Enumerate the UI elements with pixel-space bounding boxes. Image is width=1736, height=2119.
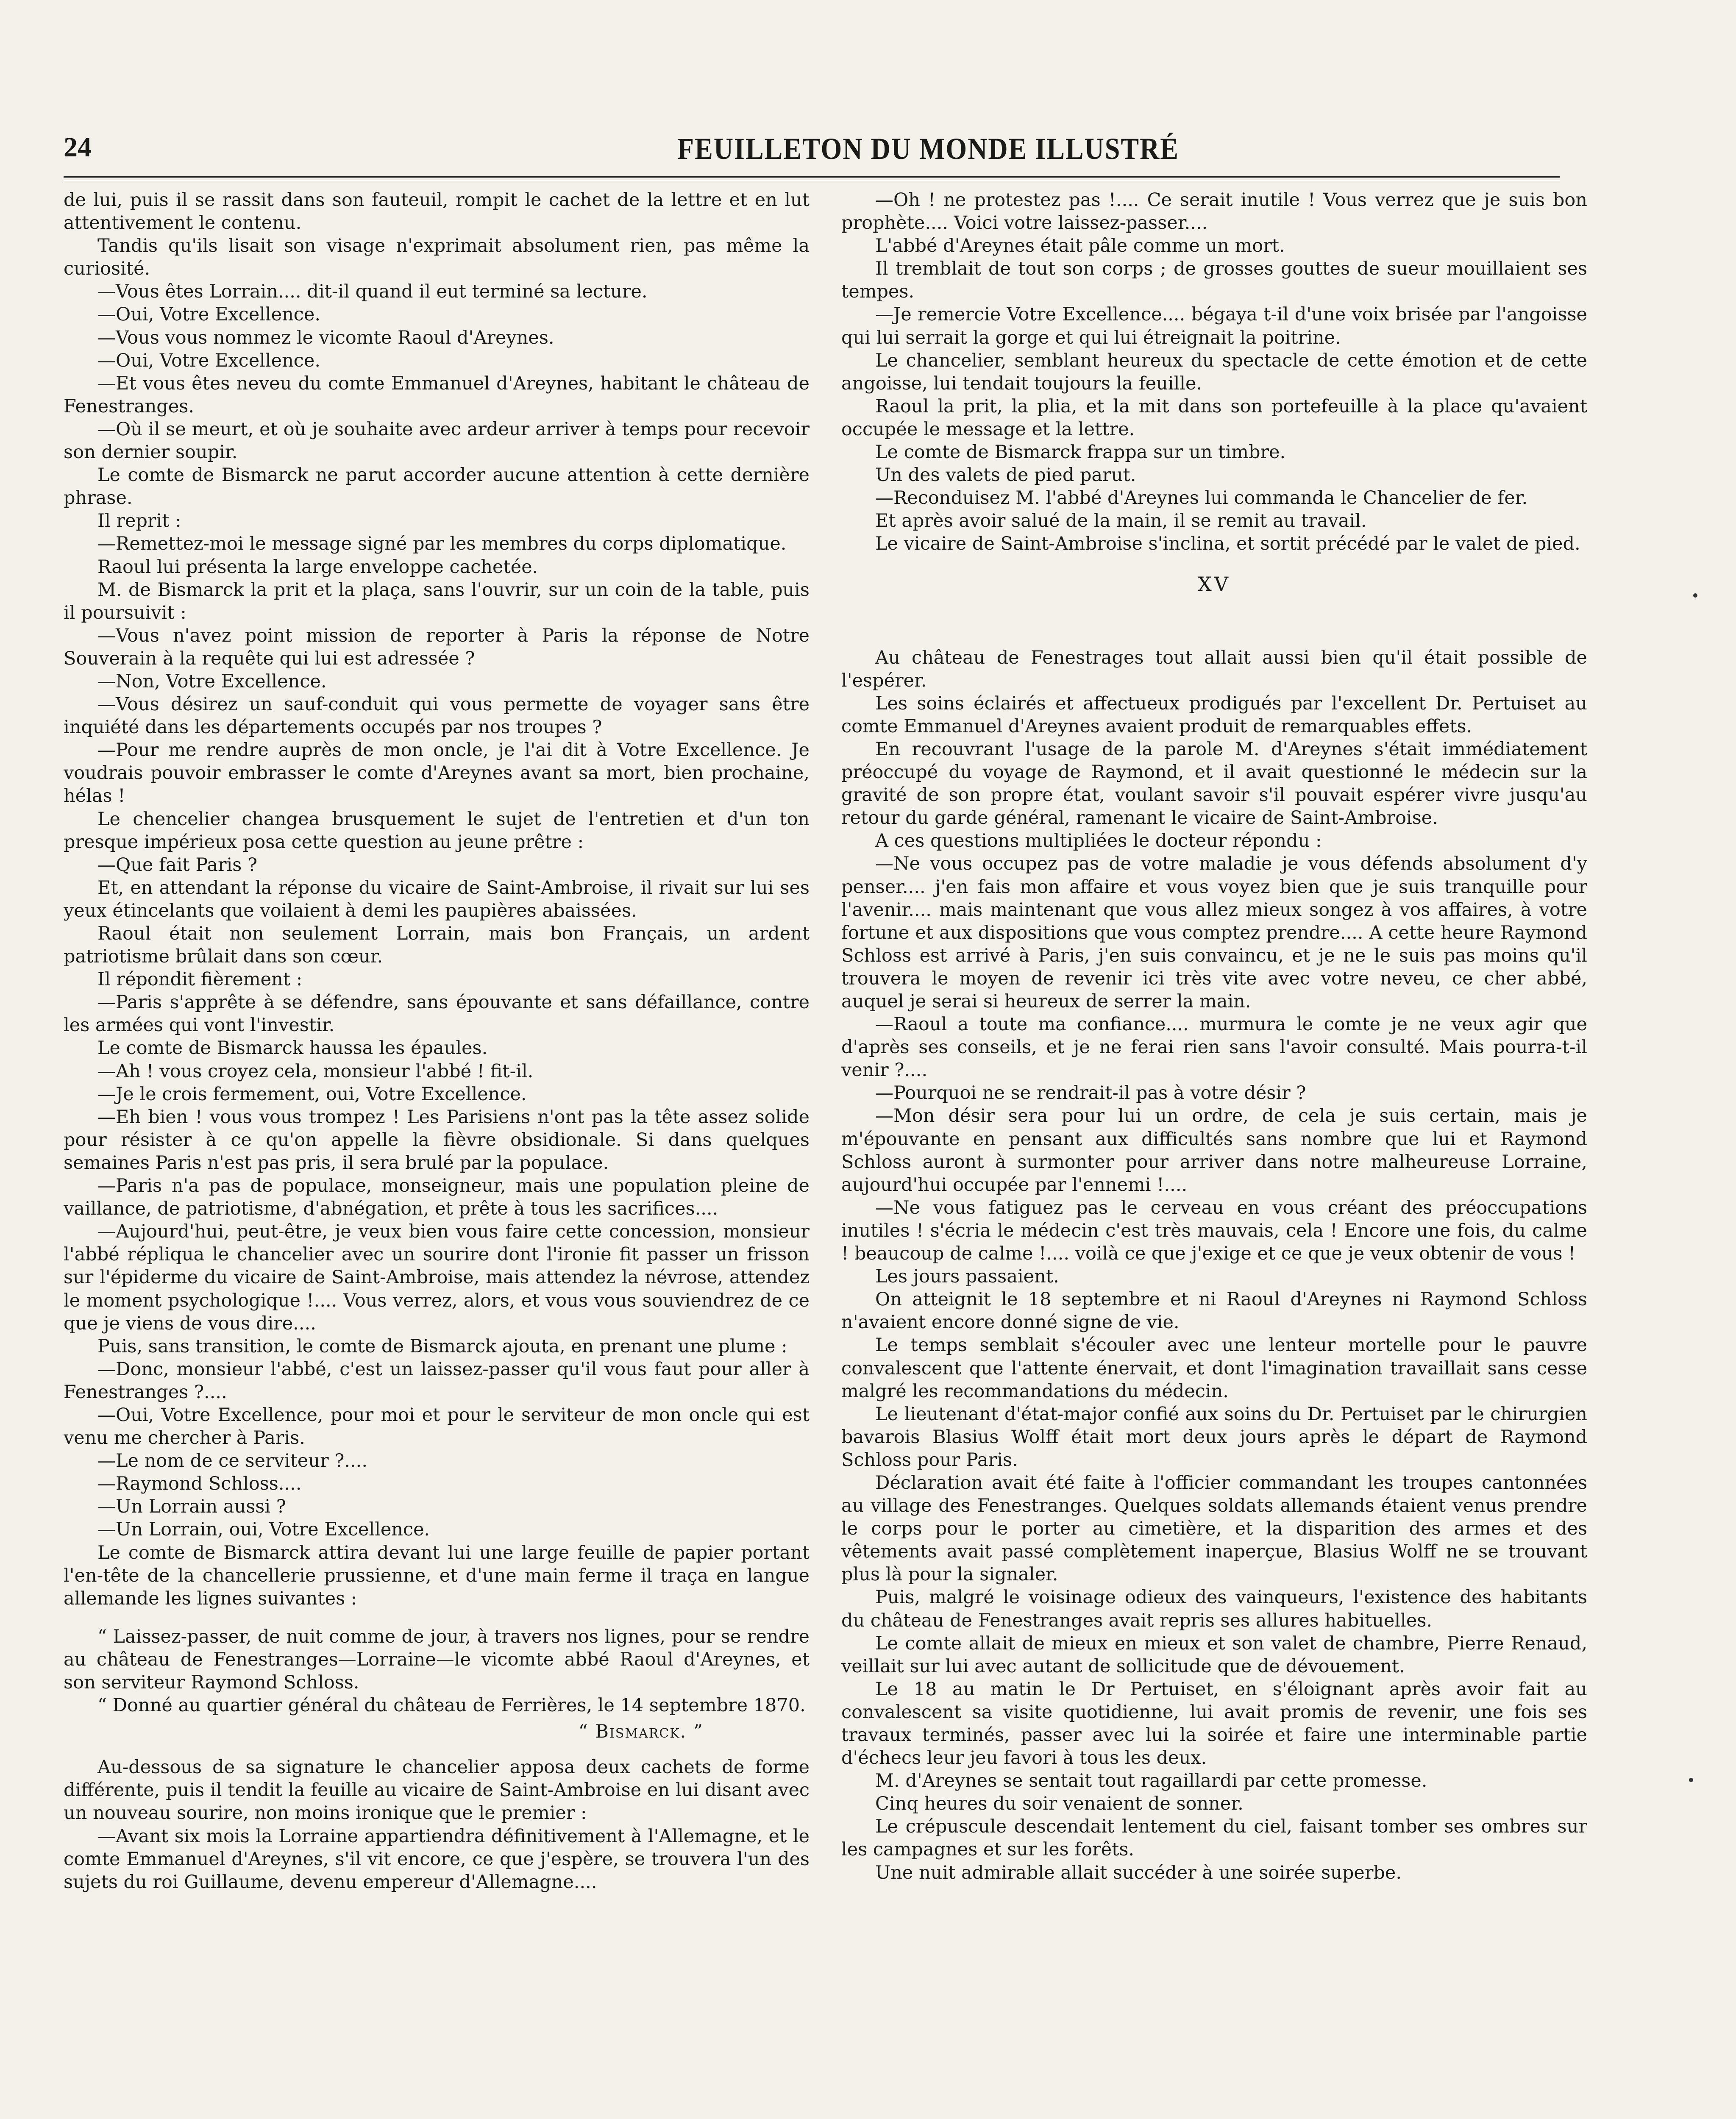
paragraph: —Raoul a toute ma confiance.... murmura le comte je ne veux agir que d'après ses conseils, et je ne ferai rien sans l'avoir consulté. Mais pourra-t-il venir ?.... xyxy=(841,1014,1587,1081)
paragraph: —Ne vous occupez pas de votre maladie je vous défends absolument d'y penser.... j'en fais mon affaire et vous voyez bien que je suis tranquille pour l'avenir.... mais maintenant que vous allez mieux songez à vos affaires, à votre fortune et aux dispositions que vous comptez prendre.... A cette heure Raymond Schloss est arrivé à Paris, j'en suis convaincu, et je ne le suis pas moins qu'il trouvera le moyen de revenir ici très vite avec votre neveu, ce cher abbé, auquel je serai si heureux de serrer la main. xyxy=(841,853,1587,1012)
ink-speck xyxy=(1693,593,1697,598)
paragraph: —Pour me rendre auprès de mon oncle, je l'ai dit à Votre Excellence. Je voudrais pouvoir embrasser le comte d'Areynes avant sa mort, bien prochaine, hélas ! xyxy=(64,740,810,807)
paragraph: Le vicaire de Saint-Ambroise s'inclina, et sortit précédé par le valet de pied. xyxy=(875,533,1580,555)
paragraph: —Je remercie Votre Excellence.... bégaya t-il d'une voix brisée par l'angoisse qui lui serrait la gorge et qui lui étreignait la poitrine. xyxy=(841,304,1587,348)
paragraph: —Vous êtes Lorrain.... dit-il quand il eut terminé sa lecture. xyxy=(97,281,648,303)
paragraph: —Eh bien ! vous vous trompez ! Les Parisiens n'ont pas la tête assez solide pour résister à ce qu'on appelle la fièvre obsidionale. Si dans quelques semaines Paris n'est pas pris, il sera brulé par la populace. xyxy=(64,1106,810,1174)
paragraph: Le comte de Bismarck attira devant lui une large feuille de papier portant l'en-tête de la chancellerie prussienne, et d'une main ferme il traça en langue allemande les lignes suivantes : xyxy=(64,1542,810,1609)
paragraph: Il tremblait de tout son corps ; de grosses gouttes de sueur mouillaient ses tempes. xyxy=(841,258,1587,303)
paragraph: Une nuit admirable allait succéder à une soirée superbe. xyxy=(875,1862,1402,1883)
paragraph: —Donc, monsieur l'abbé, c'est un laissez-passer qu'il vous faut pour aller à Fenestranges ?.... xyxy=(64,1358,810,1403)
paragraph: —Pourquoi ne se rendrait-il pas à votre désir ? xyxy=(875,1082,1306,1104)
paragraph: Le comte allait de mieux en mieux et son valet de chambre, Pierre Renaud, veillait sur lui avec autant de sollicitude que de dévouement. xyxy=(841,1632,1587,1677)
paragraph: —Je le crois fermement, oui, Votre Excellence. xyxy=(97,1083,527,1105)
paragraph: En recouvrant l'usage de la parole M. d'Areynes s'était immédiatement préoccupé du voyage de Raymond, et il avait questionné le médecin sur la gravité de son propre état, voulant savoir s'il pouvait espérer vivre jusqu'au retour du garde général, ramenant le vicaire de Saint-Ambroise. xyxy=(841,738,1587,829)
paragraph: —Vous vous nommez le vicomte Raoul d'Areynes. xyxy=(97,327,554,348)
ink-speck xyxy=(1689,1778,1693,1782)
right-column xyxy=(841,189,1587,2119)
paragraph: Et, en attendant la réponse du vicaire de Saint-Ambroise, il rivait sur lui ses yeux étincelants que voilaient à demi les paupières abaissées. xyxy=(64,877,810,921)
paragraph: —Avant six mois la Lorraine appartiendra définitivement à l'Allemagne, et le comte Emmanuel d'Areynes, s'il vit encore, ce que j'espère, se trouvera l'un des sujets du roi Guillaume, devenu empereur d'Allemagne.... xyxy=(64,1825,810,1893)
paragraph: Au château de Fenestrages tout allait aussi bien qu'il était possible de l'espérer. xyxy=(841,647,1587,691)
paragraph: Déclaration avait été faite à l'officier commandant les troupes cantonnées au village des Fenestranges. Quelques soldats allemands étaient venus prendre le corps pour le porter au cimetière, et la disparition des armes et des vêtements avait passé complètement inaperçue, Blasius Wolff ne se trouvant plus là pour la signaler. xyxy=(841,1472,1587,1585)
paragraph: —Oh ! ne protestez pas !.... Ce serait inutile ! Vous verrez que je suis bon prophète.... Voici votre laissez-passer.... xyxy=(841,189,1587,234)
paragraph: Le temps semblait s'écouler avec une lenteur mortelle pour le pauvre convalescent que l'attente énervait, et dont l'imagination travaillait sans cesse malgré les recommandations du médecin. xyxy=(841,1335,1587,1402)
paragraph: Il répondit fièrement : xyxy=(97,969,303,990)
paragraph: —Paris n'a pas de populace, monseigneur, mais une population pleine de vaillance, de patriotisme, d'abnégation, et prête à tous les sacrifices.... xyxy=(64,1175,810,1220)
paragraph: A ces questions multipliées le docteur répondu : xyxy=(875,830,1322,852)
paragraph: L'abbé d'Areynes était pâle comme un mort. xyxy=(875,235,1285,257)
paragraph: On atteignit le 18 septembre et ni Raoul d'Areynes ni Raymond Schloss n'avaient encore donné signe de vie. xyxy=(841,1289,1587,1333)
paragraph: Il reprit : xyxy=(97,510,181,532)
paragraph: —Raymond Schloss.... xyxy=(97,1473,302,1495)
paragraph: —Un Lorrain aussi ? xyxy=(97,1496,286,1518)
paragraph: Raoul était non seulement Lorrain, mais bon Français, un ardent patriotisme brûlait dans son cœur. xyxy=(64,923,810,968)
paragraph: —Que fait Paris ? xyxy=(97,854,258,876)
page-number: 24 xyxy=(64,132,92,163)
paragraph: Raoul la prit, la plia, et la mit dans son portefeuille à la place qu'avaient occupée le message et la lettre. xyxy=(841,395,1587,440)
signature: “ Bismarck. ” xyxy=(578,1721,704,1743)
quoted-pass-date: “ Donné au quartier général du château de Ferrières, le 14 septembre 1870. xyxy=(97,1695,806,1716)
paragraph: —Non, Votre Excellence. xyxy=(97,670,327,692)
paragraph: de lui, puis il se rassit dans son fauteuil, rompit le cachet de la lettre et en lut attentivement le contenu. xyxy=(64,189,810,234)
paragraph: Raoul lui présenta la large enveloppe cachetée. xyxy=(97,556,538,578)
paragraph: Au-dessous de sa signature le chancelier apposa deux cachets de forme différente, puis il tendit la feuille au vicaire de Saint-Ambroise en lui disant avec un nouveau sourire, non moins ironique que le premier : xyxy=(64,1757,810,1824)
left-column xyxy=(64,189,810,2119)
paragraph: —Mon désir sera pour lui un ordre, de cela je suis certain, mais je m'épouvante en pensant aux difficultés sans nombre que lui et Raymond Schloss auront à surmonter pour arriver dans notre malheureuse Lorraine, aujourd'hui occupée par l'ennemi !.... xyxy=(841,1105,1587,1196)
paragraph: Puis, sans transition, le comte de Bismarck ajouta, en prenant une plume : xyxy=(97,1335,787,1357)
paragraph: —Vous n'avez point mission de reporter à Paris la réponse de Notre Souverain à la requête qui lui est adressée ? xyxy=(64,625,810,669)
paragraph: —Le nom de ce serviteur ?.... xyxy=(97,1450,368,1472)
quoted-pass: “ Laissez-passer, de nuit comme de jour, à travers nos lignes, pour se rendre au château de Fenestranges—Lorraine—le vicomte abbé Raoul d'Areynes, et son serviteur Raymond Schloss. xyxy=(64,1626,810,1693)
paragraph: —Et vous êtes neveu du comte Emmanuel d'Areynes, habitant le château de Fenestranges. xyxy=(64,373,810,417)
paragraph: Tandis qu'ils lisait son visage n'exprimait absolument rien, pas même la curiosité. xyxy=(64,235,810,280)
paragraph: —Aujourd'hui, peut-être, je veux bien vous faire cette concession, monsieur l'abbé répliqua le chancelier avec un sourire dont l'ironie fit passer un frisson sur l'épiderme du vicaire de Saint-Ambroise, mais attendez la névrose, attendez le moment psychologique !.... Vous verrez, alors, et vous vous souviendrez de ce que je viens de vous dire.... xyxy=(64,1221,810,1334)
paragraph: Le comte de Bismarck frappa sur un timbre. xyxy=(875,442,1286,463)
paragraph: Le comte de Bismarck haussa les épaules. xyxy=(97,1037,488,1059)
paragraph: Le chencelier changea brusquement le sujet de l'entretien et d'un ton presque impérieux posa cette question au jeune prêtre : xyxy=(64,808,810,853)
paragraph: —Oui, Votre Excellence. xyxy=(97,350,320,371)
paragraph: —Ne vous fatiguez pas le cerveau en vous créant des préoccupations inutiles ! s'écria le médecin c'est très mauvais, cela ! Encore une fois, du calme ! beaucoup de calme !.... voilà ce que j'exige et ce que je veux obtenir de vous ! xyxy=(841,1197,1587,1265)
paragraph: —Un Lorrain, oui, Votre Excellence. xyxy=(97,1519,430,1541)
paragraph: Le lieutenant d'état-major confié aux soins du Dr. Pertuiset par le chirurgien bavarois Blasius Wolff était mort deux jours après le départ de Raymond Schloss pour Paris. xyxy=(841,1403,1587,1471)
paragraph: Un des valets de pied parut. xyxy=(875,464,1136,486)
chapter-heading: XV xyxy=(1198,572,1231,595)
header-rule xyxy=(64,176,1560,178)
paragraph: —Remettez-moi le message signé par les membres du corps diplomatique. xyxy=(97,533,787,555)
paragraph: —Oui, Votre Excellence, pour moi et pour le serviteur de mon oncle qui est venu me chercher à Paris. xyxy=(64,1404,810,1449)
paragraph: M. de Bismarck la prit et la plaça, sans l'ouvrir, sur un coin de la table, puis il poursuivit : xyxy=(64,579,810,623)
paragraph: —Ah ! vous croyez cela, monsieur l'abbé ! fit-il. xyxy=(97,1060,534,1082)
paragraph: Cinq heures du soir venaient de sonner. xyxy=(875,1793,1244,1815)
paragraph: —Vous désirez un sauf-conduit qui vous permette de voyager sans être inquiété dans les départements occupés par nos troupes ? xyxy=(64,694,810,738)
paragraph: —Reconduisez M. l'abbé d'Areynes lui commanda le Chancelier de fer. xyxy=(875,487,1528,509)
paragraph: —Où il se meurt, et où je souhaite avec ardeur arriver à temps pour recevoir son dernier soupir. xyxy=(64,418,810,463)
running-title: FEUILLETON DU MONDE ILLUSTRÉ xyxy=(677,132,1179,166)
page-header xyxy=(64,131,1560,170)
paragraph: Puis, malgré le voisinage odieux des vainqueurs, l'existence des habitants du château de Fenestranges avait repris ses allures habituelles. xyxy=(841,1587,1587,1631)
paragraph: Le chancelier, semblant heureux du spectacle de cette émotion et de cette angoisse, lui tendait toujours la feuille. xyxy=(841,350,1587,394)
paragraph: Et après avoir salué de la main, il se remit au travail. xyxy=(875,510,1367,532)
paragraph: M. d'Areynes se sentait tout ragaillardi par cette promesse. xyxy=(875,1770,1427,1792)
paragraph: Le comte de Bismarck ne parut accorder aucune attention à cette dernière phrase. xyxy=(64,464,810,509)
paragraph: Les soins éclairés et affectueux prodigués par l'excellent Dr. Pertuiset au comte Emmanuel d'Areynes avaient produit de remarquables effets. xyxy=(841,692,1587,737)
paragraph: Le 18 au matin le Dr Pertuiset, en s'éloignant après avoir fait au convalescent sa visite quotidienne, lui avait promis de revenir, une fois ses travaux terminés, passer avec lui la soirée et faire une interminable partie d'échecs leur jeu favori à tous les deux. xyxy=(841,1678,1587,1769)
paragraph: Le crépuscule descendait lentement du ciel, faisant tomber ses ombres sur les campagnes et sur les forêts. xyxy=(841,1816,1587,1860)
paragraph: Les jours passaient. xyxy=(875,1266,1059,1288)
paragraph: —Oui, Votre Excellence. xyxy=(97,304,320,325)
paragraph: —Paris s'apprête à se défendre, sans épouvante et sans défaillance, contre les armées qui vont l'investir. xyxy=(64,992,810,1036)
